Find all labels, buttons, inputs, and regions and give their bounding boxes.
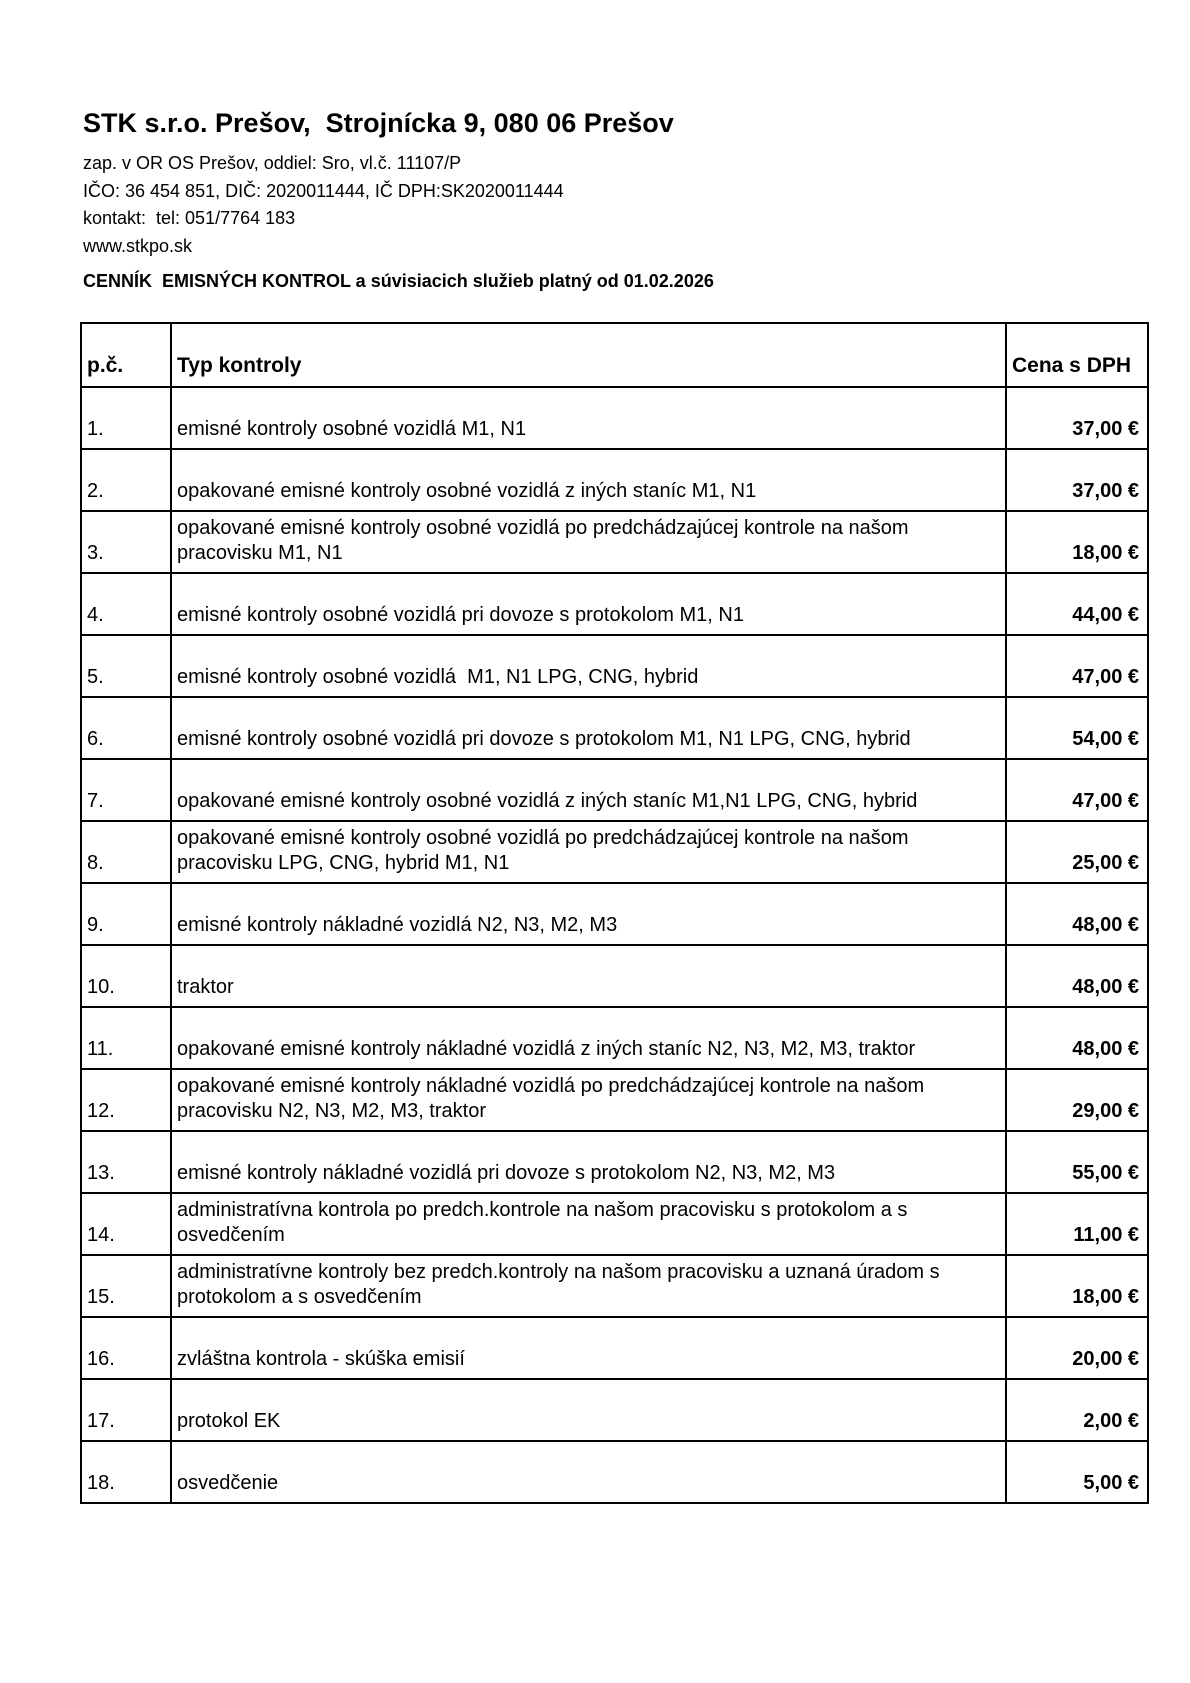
table-row (81, 945, 1148, 1007)
company-name: STK s.r.o. Prešov, Strojnícka 9, 080 06 Prešov (83, 108, 674, 138)
table-row (81, 1193, 1148, 1255)
row-price-cell: 37,00 € (1006, 387, 1148, 449)
row-type-cell: administratívne kontroly bez predch.kontroly na našom pracovisku a uznaná úradom s protokolom a s osvedčením (171, 1255, 1006, 1317)
row-type-cell: osvedčenie (171, 1441, 1006, 1503)
column-header-number: p.č. (81, 323, 171, 387)
row-number-cell: 11. (81, 1007, 171, 1069)
row-number-cell: 6. (81, 697, 171, 759)
row-price-cell: 5,00 € (1006, 1441, 1148, 1503)
table-row (81, 759, 1148, 821)
row-type-cell: emisné kontroly osobné vozidlá M1, N1 (171, 387, 1006, 449)
row-price-cell: 11,00 € (1006, 1193, 1148, 1255)
row-number-cell: 14. (81, 1193, 171, 1255)
column-header-type: Typ kontroly (171, 323, 1006, 387)
row-type-cell: emisné kontroly nákladné vozidlá pri dovoze s protokolom N2, N3, M2, M3 (171, 1131, 1006, 1193)
row-price-cell: 47,00 € (1006, 635, 1148, 697)
table-row (81, 821, 1148, 883)
row-number-cell: 18. (81, 1441, 171, 1503)
row-price-cell: 44,00 € (1006, 573, 1148, 635)
row-number-cell: 12. (81, 1069, 171, 1131)
table-row (81, 573, 1148, 635)
row-type-cell: emisné kontroly osobné vozidlá pri dovoze s protokolom M1, N1 LPG, CNG, hybrid (171, 697, 1006, 759)
row-type-cell: emisné kontroly osobné vozidlá M1, N1 LPG, CNG, hybrid (171, 635, 1006, 697)
table-row (81, 511, 1148, 573)
table-row (81, 387, 1148, 449)
table-row (81, 1317, 1148, 1379)
company-header (83, 108, 674, 260)
column-header-price: Cena s DPH (1006, 323, 1148, 387)
pricelist-table (80, 322, 1149, 1504)
row-number-cell: 16. (81, 1317, 171, 1379)
row-price-cell: 37,00 € (1006, 449, 1148, 511)
row-type-cell: opakované emisné kontroly osobné vozidlá po predchádzajúcej kontrole na našom pracovisku M1, N1 (171, 511, 1006, 573)
row-type-cell: traktor (171, 945, 1006, 1007)
pricelist-table-body (81, 387, 1148, 1503)
row-type-cell: protokol EK (171, 1379, 1006, 1441)
row-type-cell: opakované emisné kontroly nákladné vozidlá po predchádzajúcej kontrole na našom pracovisku N2, N3, M2, M3, traktor (171, 1069, 1006, 1131)
table-row (81, 1007, 1148, 1069)
row-price-cell: 29,00 € (1006, 1069, 1148, 1131)
table-row (81, 635, 1148, 697)
row-number-cell: 8. (81, 821, 171, 883)
row-price-cell: 48,00 € (1006, 945, 1148, 1007)
row-price-cell: 20,00 € (1006, 1317, 1148, 1379)
row-number-cell: 17. (81, 1379, 171, 1441)
row-type-cell: opakované emisné kontroly osobné vozidlá z iných staníc M1,N1 LPG, CNG, hybrid (171, 759, 1006, 821)
row-type-cell: opakované emisné kontroly nákladné vozidlá z iných staníc N2, N3, M2, M3, traktor (171, 1007, 1006, 1069)
row-price-cell: 18,00 € (1006, 1255, 1148, 1317)
row-number-cell: 13. (81, 1131, 171, 1193)
row-number-cell: 1. (81, 387, 171, 449)
row-price-cell: 54,00 € (1006, 697, 1148, 759)
pricelist-title: CENNÍK EMISNÝCH KONTROL a súvisiacich služieb platný od 01.02.2026 (83, 271, 714, 291)
row-price-cell: 25,00 € (1006, 821, 1148, 883)
row-price-cell: 55,00 € (1006, 1131, 1148, 1193)
table-row (81, 1255, 1148, 1317)
row-type-cell: opakované emisné kontroly osobné vozidlá z iných staníc M1, N1 (171, 449, 1006, 511)
row-number-cell: 7. (81, 759, 171, 821)
table-row (81, 697, 1148, 759)
row-type-cell: emisné kontroly osobné vozidlá pri dovoze s protokolom M1, N1 (171, 573, 1006, 635)
table-row (81, 449, 1148, 511)
table-row (81, 1379, 1148, 1441)
row-number-cell: 9. (81, 883, 171, 945)
row-type-cell: administratívna kontrola po predch.kontrole na našom pracovisku s protokolom a s osvedčením (171, 1193, 1006, 1255)
table-row (81, 1131, 1148, 1193)
row-price-cell: 2,00 € (1006, 1379, 1148, 1441)
table-header-row (81, 323, 1148, 387)
company-contact: kontakt: tel: 051/7764 183 (83, 208, 296, 228)
row-price-cell: 47,00 € (1006, 759, 1148, 821)
company-ids: IČO: 36 454 851, DIČ: 2020011444, IČ DPH:SK2020011444 (83, 180, 564, 201)
row-price-cell: 18,00 € (1006, 511, 1148, 573)
row-number-cell: 4. (81, 573, 171, 635)
row-number-cell: 10. (81, 945, 171, 1007)
row-number-cell: 3. (81, 511, 171, 573)
row-type-cell: opakované emisné kontroly osobné vozidlá po predchádzajúcej kontrole na našom pracovisku LPG, CNG, hybrid M1, N1 (171, 821, 1006, 883)
company-registration: zap. v OR OS Prešov, oddiel: Sro, vl.č. 11107/P (83, 153, 462, 173)
row-number-cell: 15. (81, 1255, 171, 1317)
row-type-cell: zvláštna kontrola - skúška emisií (171, 1317, 1006, 1379)
company-website: www.stkpo.sk (83, 235, 193, 256)
table-row (81, 1069, 1148, 1131)
table-row (81, 1441, 1148, 1503)
row-price-cell: 48,00 € (1006, 883, 1148, 945)
row-number-cell: 2. (81, 449, 171, 511)
row-number-cell: 5. (81, 635, 171, 697)
table-row (81, 883, 1148, 945)
row-type-cell: emisné kontroly nákladné vozidlá N2, N3, M2, M3 (171, 883, 1006, 945)
row-price-cell: 48,00 € (1006, 1007, 1148, 1069)
